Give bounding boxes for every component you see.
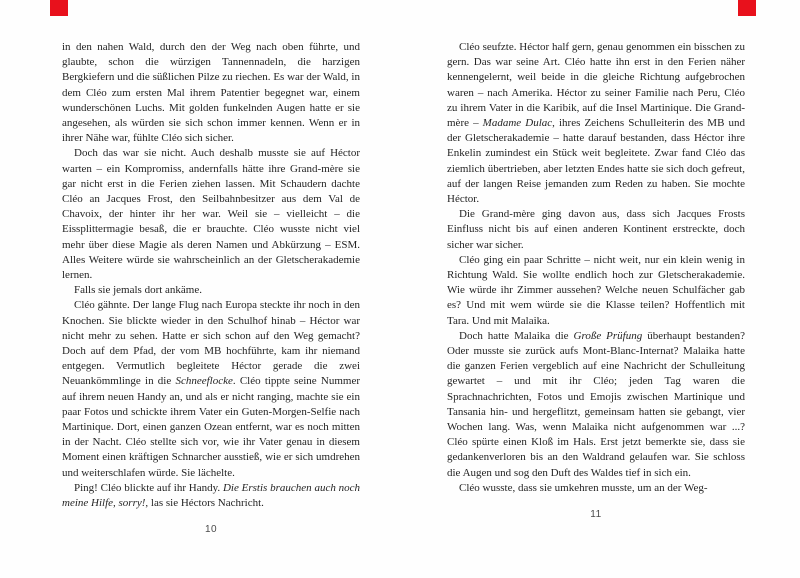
paragraph: Falls sie jemals dort ankäme.: [74, 284, 202, 297]
page-text: [447, 40, 745, 496]
paragraph: Cléo wusste, dass sie umkehren musste, um an der Weg-: [459, 481, 708, 494]
page-number: 11: [590, 509, 602, 521]
page-text: [62, 40, 360, 511]
paragraph: Doch das war sie nicht. Auch deshalb musste sie auf Héctor warten – ein Kompromiss, andernfalls hätte ihre Grand-mère sie gar nicht erst in die Ferien ziehen lassen. Mit Schaudern dachte Cléo an Jacques Frost, den Seilbahnbesitzer aus dem Val de Chavoix, der hinter ihr her war. Weil sie – vielleicht – die Eissplittermagie besaß, die er brauchte. Cléo wusste nicht viel mehr über diese Magie als deren Namen und Abkürzung – ESM. Alles Weitere würde sie wahrscheinlich an der Gletscherakademie lernen.: [62, 147, 360, 282]
paragraph: Cléo seufzte. Héctor half gern, genau genommen ein bisschen zu gern. Das war seine Art. Cléo hatte ihn erst in den Ferien näher kennengelernt, weil beide in die gleiche Richtung aufgebrochen waren – nach Amerika. Héctor zu seiner Familie nach Peru, Cléo zu ihrem Vater in die Karibik, auf die Insel Martinique. Die Grand-mère – Madame Dulac, ihres Zeichens Schulleiterin des MB und der Gletscherakademie – hatte darauf bestanden, dass Héctor ihre Enkelin zumindest ein Stück weit begleitete. Zwar fand Cléo das ziemlich übertrieben, aber letzten Endes hatte sie sich doch gefreut, auf der langen Reise jemanden zum Reden zu haben. Sie mochte Héctor.: [447, 41, 746, 206]
bookmark-tab-right: [738, 0, 756, 16]
paragraph: Die Grand-mère ging davon aus, dass sich Jacques Frosts Einfluss nicht bis auf einen anderen Kontinent erstreckte, doch sicher war sicher.: [447, 208, 745, 251]
paragraph: Ping! Cléo blickte auf ihr Handy. Die Erstis brauchen auch noch meine Hilfe, sorry!, las sie Héctors Nachricht.: [62, 481, 361, 510]
paragraph: Cléo ging ein paar Schritte – nicht weit, nur ein klein wenig in Richtung Wald. Sie wollte endlich hoch zur Gletscherakademie. Wie würde ihr Zimmer aussehen? Welche neuen Schulfächer gab es? Und mit wem würde sie die Klasse teilen? Hoffentlich mit Tara. Und mit Malaika.: [447, 253, 745, 327]
paragraph: Cléo gähnte. Der lange Flug nach Europa steckte ihr noch in den Knochen. Sie blickte wieder in den Schulhof hinab – Héctor war nicht mehr zu sehen. Hatte er sich schon auf den Weg gemacht? Doch auf dem Pfad, der vom MB hochführte, kam ihr niemand entgegen. Vermutlich begleitete Héctor gerade die zwei Neuankömmlinge in die Schneeflocke. Cléo tippte seine Nummer auf ihrem neuen Handy an, und als er nicht ranging, machte sie ein paar Fotos und schickte ihrem Vater ein Guten-Morgen-Selfie nach Martinique. Dort, einen ganzen Ozean entfernt, war es noch mitten in der Nacht. Cléo stellte sich vor, wie ihr Vater genau in diesem Moment einen kräftigen Schnarcher ausstieß, wie er sich umdrehen und weiterschlafen würde. Sie lächelte.: [62, 299, 360, 479]
page-number: 10: [204, 524, 218, 536]
page-right: [447, 40, 745, 520]
page-left: [62, 40, 360, 535]
bookmark-tab-left: [50, 0, 68, 16]
paragraph: Doch hatte Malaika die Große Prüfung überhaupt bestanden? Oder musste sie zurück aufs Mont-Blanc-Internat? Malaika hatte die ganzen Ferien vergeblich auf eine Nachricht der Schulleitung gewartet – und mit ihr Cléo; jeden Tag waren die Sprachnachrichten, Fotos und Emojis zwischen Martinique und Tansania hin- und hergeflitzt, gemeinsam hatten sie gebangt, vier Wochen lang. Was, wenn Malaika nicht aufgenommen war ...? Cléo spürte einen Kloß im Hals. Erst jetzt bemerkte sie, dass sie gedankenverloren bis an den Waldrand gelaufen war. Sie schloss die Augen und sog den Duft des Waldes tief in sich ein.: [447, 329, 745, 479]
paragraph: in den nahen Wald, durch den der Weg nach oben führte, und glaubte, schon die würzigen Tannennadeln, die harzigen Bergkiefern und die süßlichen Pilze zu riechen. Es war der Wald, in dem Cléo zum ersten Mal ihrem Patentier begegnet war, einem wunderschönen Luchs. Mit golden funkelnden Augen hatte er sie angesehen, als würden sie sich schon immer kennen. Wenn er in ihrer Nähe war, fühlte Cléo sich sicher.: [62, 41, 360, 145]
